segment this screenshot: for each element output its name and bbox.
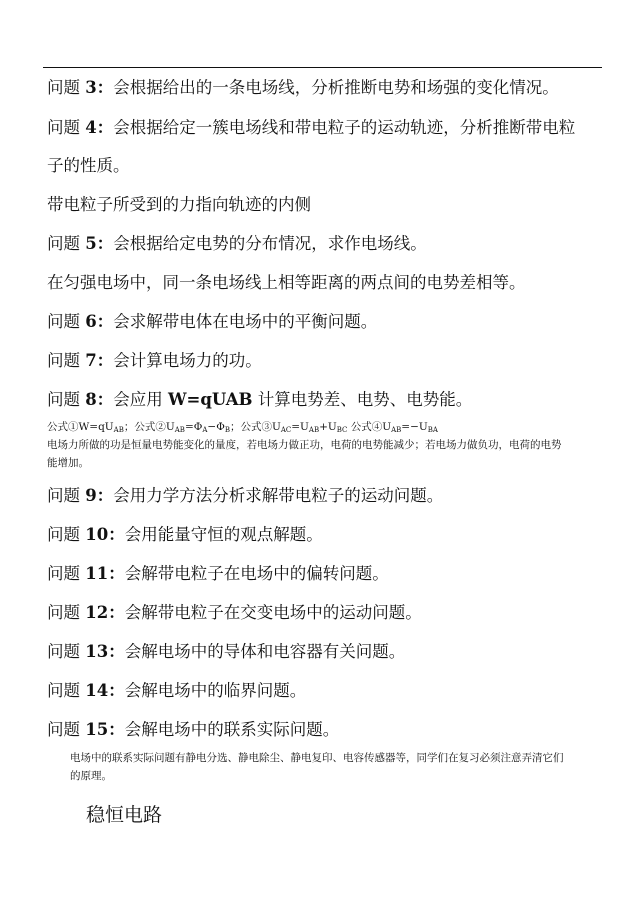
item-problem-4-continued: 子的性质。: [47, 156, 130, 175]
top-rule: [43, 67, 602, 68]
item-problem-11: 问题 11：会解带电粒子在电场中的偏转问题。: [47, 564, 389, 583]
item-problem-8: 问题 8：会应用 W=qUAB 计算电势差、电势、电势能。: [47, 390, 473, 409]
item-problem-7: 问题 7：会计算电场力的功。: [47, 351, 262, 370]
formula-line: 公式$①W=qU_{AB}$；公式$②U_{AB}=\Phi_A-\Phi_B$；公式$③U_{AC}=U_{AB}+U_{BC}$ 公式$④U_{AB}=-U_{BA}$: [47, 421, 438, 434]
item-problem-13: 问题 13：会解电场中的导体和电容器有关问题。: [47, 642, 406, 661]
item-problem-15: 问题 15：会解电场中的联系实际问题。: [47, 720, 340, 739]
note-work-line1: 电场力所做的功是恒量电势能变化的量度，若电场力做正功，电荷的电势能减少；若电场力做负功，电荷的电势: [47, 439, 562, 451]
note-practical-line2: 的原理。: [70, 770, 112, 782]
item-problem-14: 问题 14：会解电场中的临界问题。: [47, 681, 307, 700]
item-problem-4: 问题 4：会根据给定一簇电场线和带电粒子的运动轨迹，分析推断带电粒: [47, 118, 576, 137]
item-problem-10: 问题 10：会用能量守恒的观点解题。: [47, 525, 323, 544]
note-uniform-field: 在匀强电场中，同一条电场线上相等距离的两点间的电势差相等。: [47, 273, 526, 292]
item-problem-9: 问题 9：会用力学方法分析求解带电粒子的运动问题。: [47, 486, 444, 505]
note-force-direction: 带电粒子所受到的力指向轨迹的内侧: [47, 195, 311, 214]
item-problem-5: 问题 5：会根据给定电势的分布情况，求作电场线。: [47, 234, 427, 253]
section-heading: 稳恒电路: [86, 804, 163, 826]
item-problem-12: 问题 12：会解带电粒子在交变电场中的运动问题。: [47, 603, 422, 622]
item-problem-6: 问题 6：会求解带电体在电场中的平衡问题。: [47, 312, 378, 331]
note-practical-line1: 电场中的联系实际问题有静电分选、静电除尘、静电复印、电容传感器等，同学们在复习必须注意弄清它们: [70, 752, 564, 764]
note-work-line2: 能增加。: [47, 457, 89, 469]
item-problem-3: 问题 3：会根据给出的一条电场线，分析推断电势和场强的变化情况。: [47, 78, 559, 97]
